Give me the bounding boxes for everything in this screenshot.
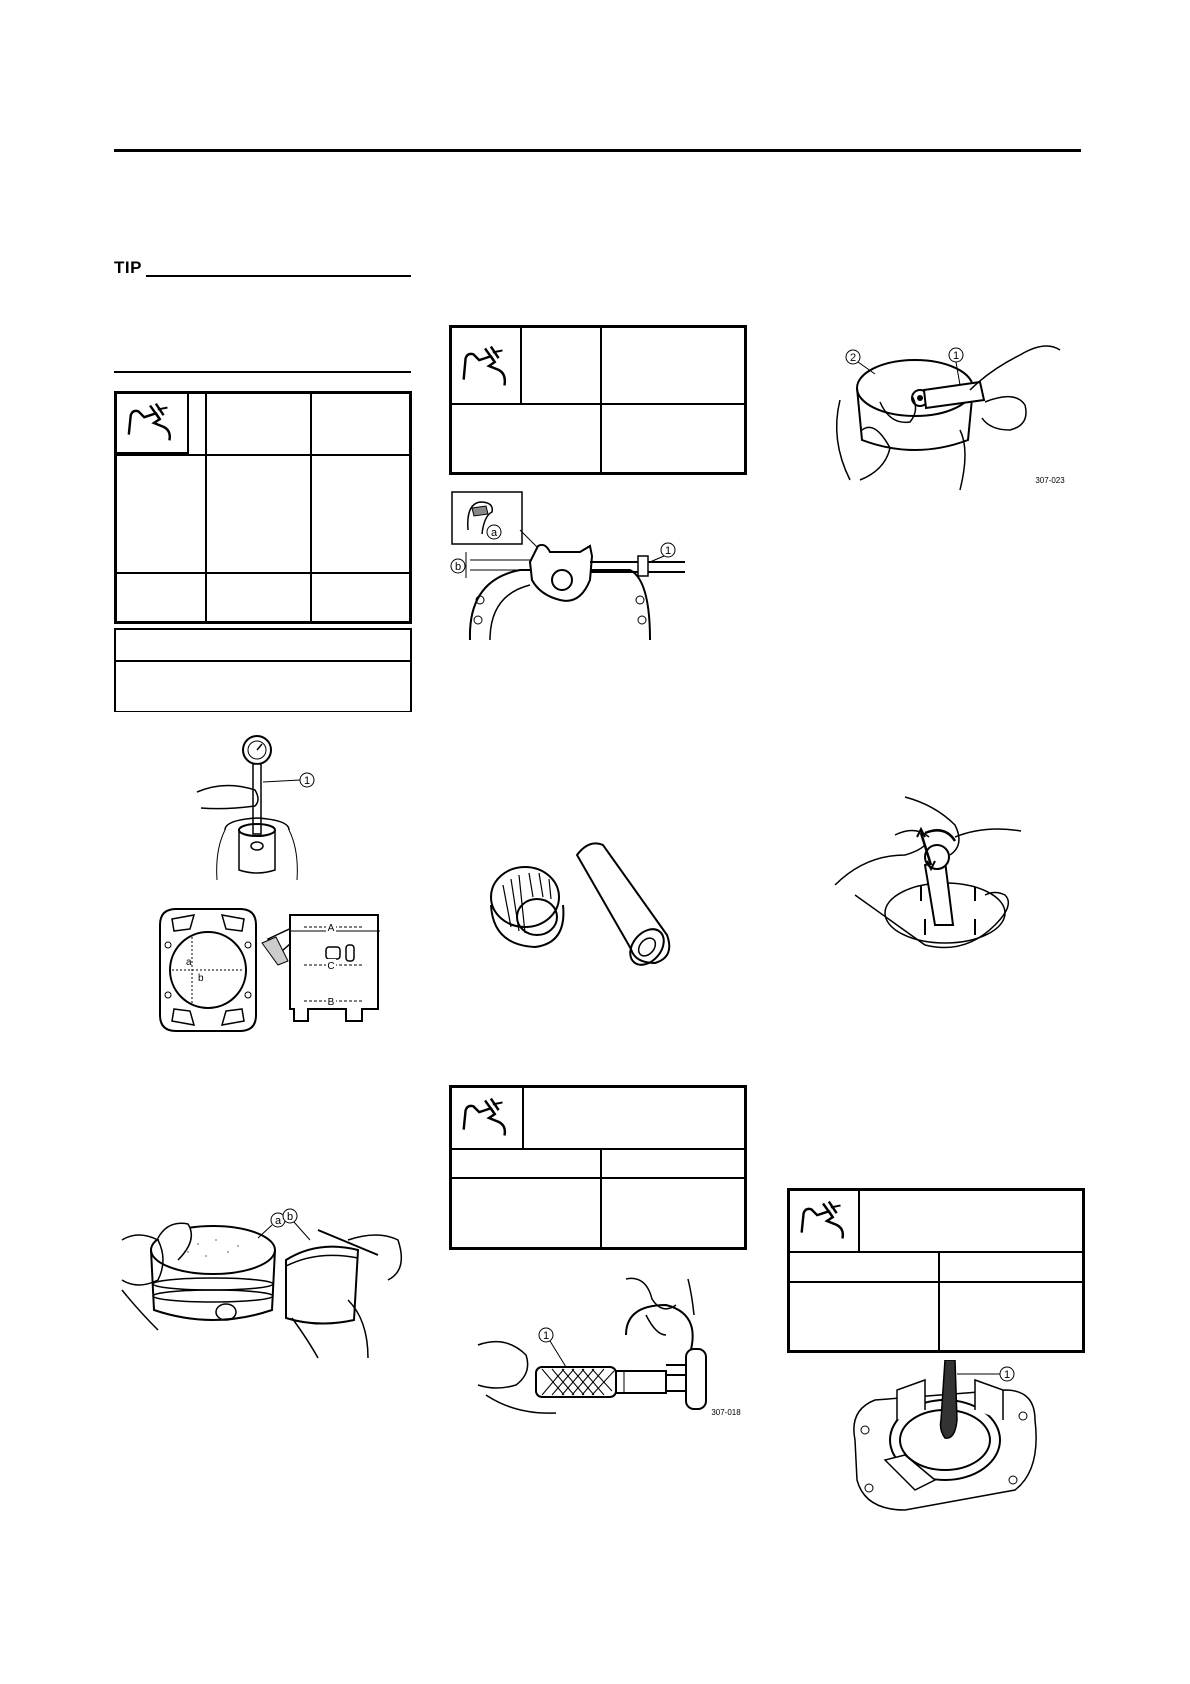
callout-1: 1: [664, 545, 672, 557]
figure-code: 307-023: [1035, 476, 1065, 485]
spec-icon-cell: [117, 394, 189, 454]
label-C: C: [327, 961, 335, 972]
spec-icon-cell: [790, 1191, 860, 1251]
callout-1: 1: [1003, 1369, 1011, 1381]
figure-code: 307-018: [711, 1408, 741, 1417]
conrod-play-figure: [825, 795, 1035, 960]
tip-label: TIP: [114, 258, 142, 277]
bore-gauge-figure: [195, 730, 335, 880]
piston-pin-figure: [820, 330, 1080, 495]
caliper-icon: [452, 328, 520, 403]
label-b: b: [198, 973, 204, 984]
pin-diameter-spec-table: [449, 1085, 747, 1250]
cylinder-limit-table: [114, 628, 412, 712]
spec-icon-cell: [452, 1088, 524, 1148]
piston-clean-figure: [118, 1200, 408, 1360]
cylinder-spec-table: [114, 391, 412, 624]
micrometer-figure: [476, 1275, 746, 1425]
tip-rule: [146, 275, 411, 277]
ring-gap-spec-table: [787, 1188, 1085, 1353]
callout-1: 1: [952, 350, 960, 362]
callout-b: b: [286, 1211, 294, 1223]
callout-b: b: [454, 561, 462, 573]
callout-a: a: [490, 527, 498, 539]
bearing-and-pin-figure: [485, 835, 705, 975]
callout-1: 1: [303, 775, 311, 787]
label-B: B: [327, 997, 335, 1008]
header-rule: [114, 149, 1081, 152]
label-A: A: [327, 923, 335, 934]
feeler-gauge-figure: [845, 1360, 1045, 1520]
label-a: a: [186, 957, 192, 968]
pin-clearance-figure: [450, 490, 690, 650]
pin-clearance-spec-table: [449, 325, 747, 475]
callout-2: 2: [849, 352, 857, 364]
caliper-icon: [790, 1191, 858, 1251]
callout-a: a: [274, 1215, 282, 1227]
caliper-icon: [452, 1088, 522, 1148]
cylinder-measure-figure: [150, 905, 390, 1040]
caliper-icon: [117, 394, 187, 452]
tip-end-rule: [114, 371, 411, 373]
spec-icon-cell: [452, 328, 522, 403]
callout-1: 1: [542, 1330, 550, 1342]
